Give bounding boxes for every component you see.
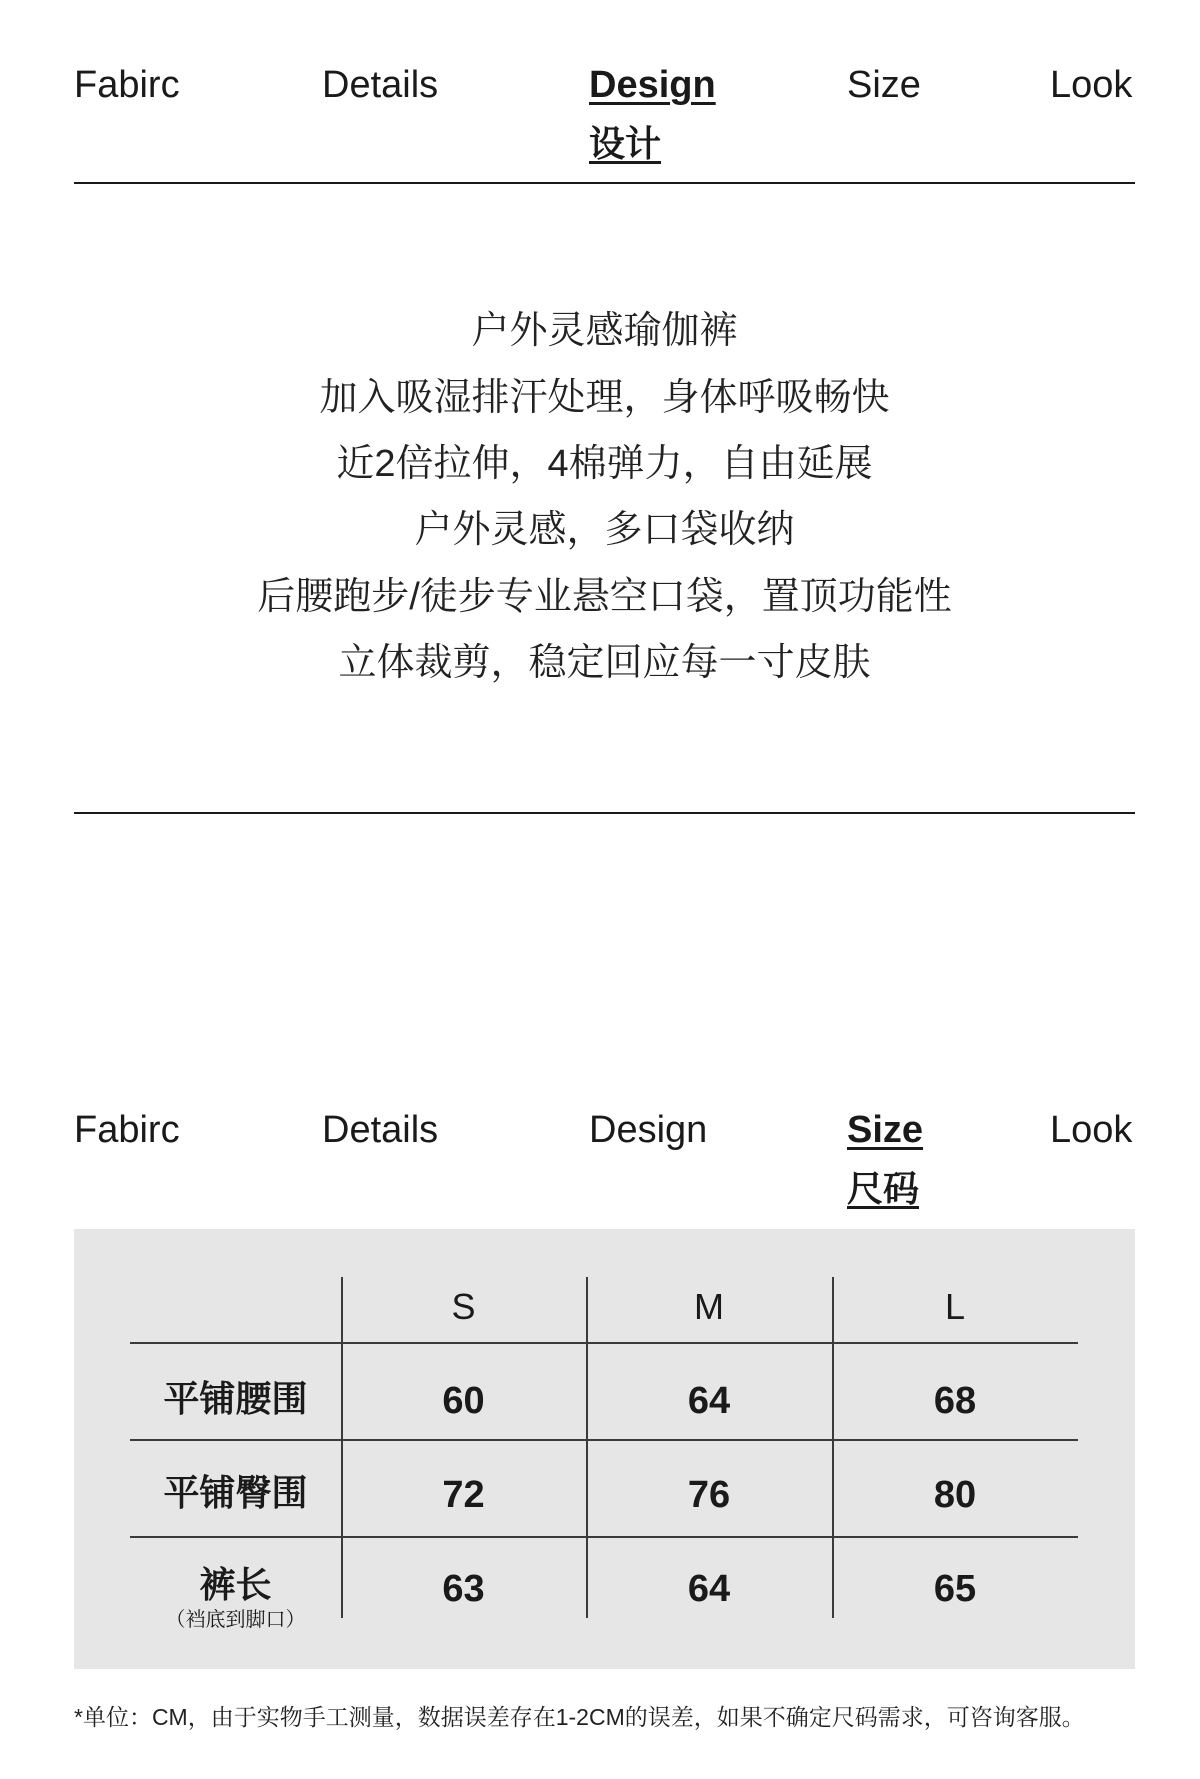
row-label-note: （裆底到脚口） xyxy=(165,1609,306,1631)
tab-fabric[interactable] xyxy=(74,1106,180,1154)
tab-label: Size xyxy=(847,1109,924,1151)
table-cell: 64 xyxy=(687,1380,731,1422)
column-header-s: S xyxy=(451,1286,476,1327)
table-cell: 68 xyxy=(933,1380,977,1422)
tab-label: Look xyxy=(1050,64,1133,106)
tab-label: Size xyxy=(847,64,921,106)
column-header-l: L xyxy=(944,1286,966,1327)
tab-design[interactable] xyxy=(589,1106,707,1154)
row-label-waist: 平铺腰围 xyxy=(163,1378,308,1419)
tab-details[interactable] xyxy=(322,1106,438,1154)
table-rule xyxy=(130,1439,1078,1441)
tab-design[interactable] xyxy=(589,61,716,168)
tab-label: Fabirc xyxy=(74,1109,180,1151)
tab-label: Design xyxy=(589,1109,708,1151)
tab-look[interactable] xyxy=(1050,1106,1132,1154)
tab-details[interactable] xyxy=(322,61,438,109)
design-line: 加入吸湿排汗处理，身体呼吸畅快 xyxy=(319,377,890,419)
table-cell: 65 xyxy=(933,1568,977,1610)
tab-size[interactable] xyxy=(847,61,921,109)
nav-top xyxy=(0,61,1200,201)
row-label-hip: 平铺臀围 xyxy=(163,1472,308,1513)
design-line: 后腰跑步/徒步专业悬空口袋，置顶功能性 xyxy=(257,576,952,618)
divider-middle xyxy=(74,812,1135,814)
tab-label: Design xyxy=(589,64,716,106)
design-line: 户外灵感，多口袋收纳 xyxy=(414,509,795,551)
design-line: 立体裁剪，稳定回应每一寸皮肤 xyxy=(338,642,871,684)
table-cell: 72 xyxy=(442,1474,485,1516)
row-label-length: 裤长 xyxy=(199,1564,272,1605)
tab-look[interactable] xyxy=(1050,61,1132,109)
column-header-m: M xyxy=(694,1286,724,1327)
nav-bottom xyxy=(0,1106,1200,1246)
tab-label: Look xyxy=(1050,1109,1133,1151)
table-cell: 60 xyxy=(442,1380,485,1422)
table-cell: 64 xyxy=(687,1568,731,1610)
size-footnote: *单位：CM，由于实物手工测量，数据误差存在1-2CM的误差，如果不确定尺码需求，可咨询客服。 xyxy=(74,1704,1085,1730)
tab-label: Fabirc xyxy=(74,64,180,106)
tab-fabric[interactable] xyxy=(74,61,180,109)
table-rule xyxy=(130,1536,1078,1538)
tab-label: Details xyxy=(322,1109,439,1151)
table-cell: 76 xyxy=(687,1474,731,1516)
size-table xyxy=(74,1229,1135,1669)
table-cell: 80 xyxy=(933,1474,977,1516)
tab-sub-label: 设计 xyxy=(589,123,662,164)
tab-size[interactable] xyxy=(847,1106,923,1213)
table-rule xyxy=(130,1342,1078,1344)
design-line: 户外灵感瑜伽裤 xyxy=(471,310,738,352)
design-line: 近2倍拉伸，4棉弹力，自由延展 xyxy=(336,443,873,485)
divider-top xyxy=(74,182,1135,184)
tab-label: Details xyxy=(322,64,439,106)
tab-sub-label: 尺码 xyxy=(847,1168,920,1209)
table-cell: 63 xyxy=(442,1568,485,1610)
